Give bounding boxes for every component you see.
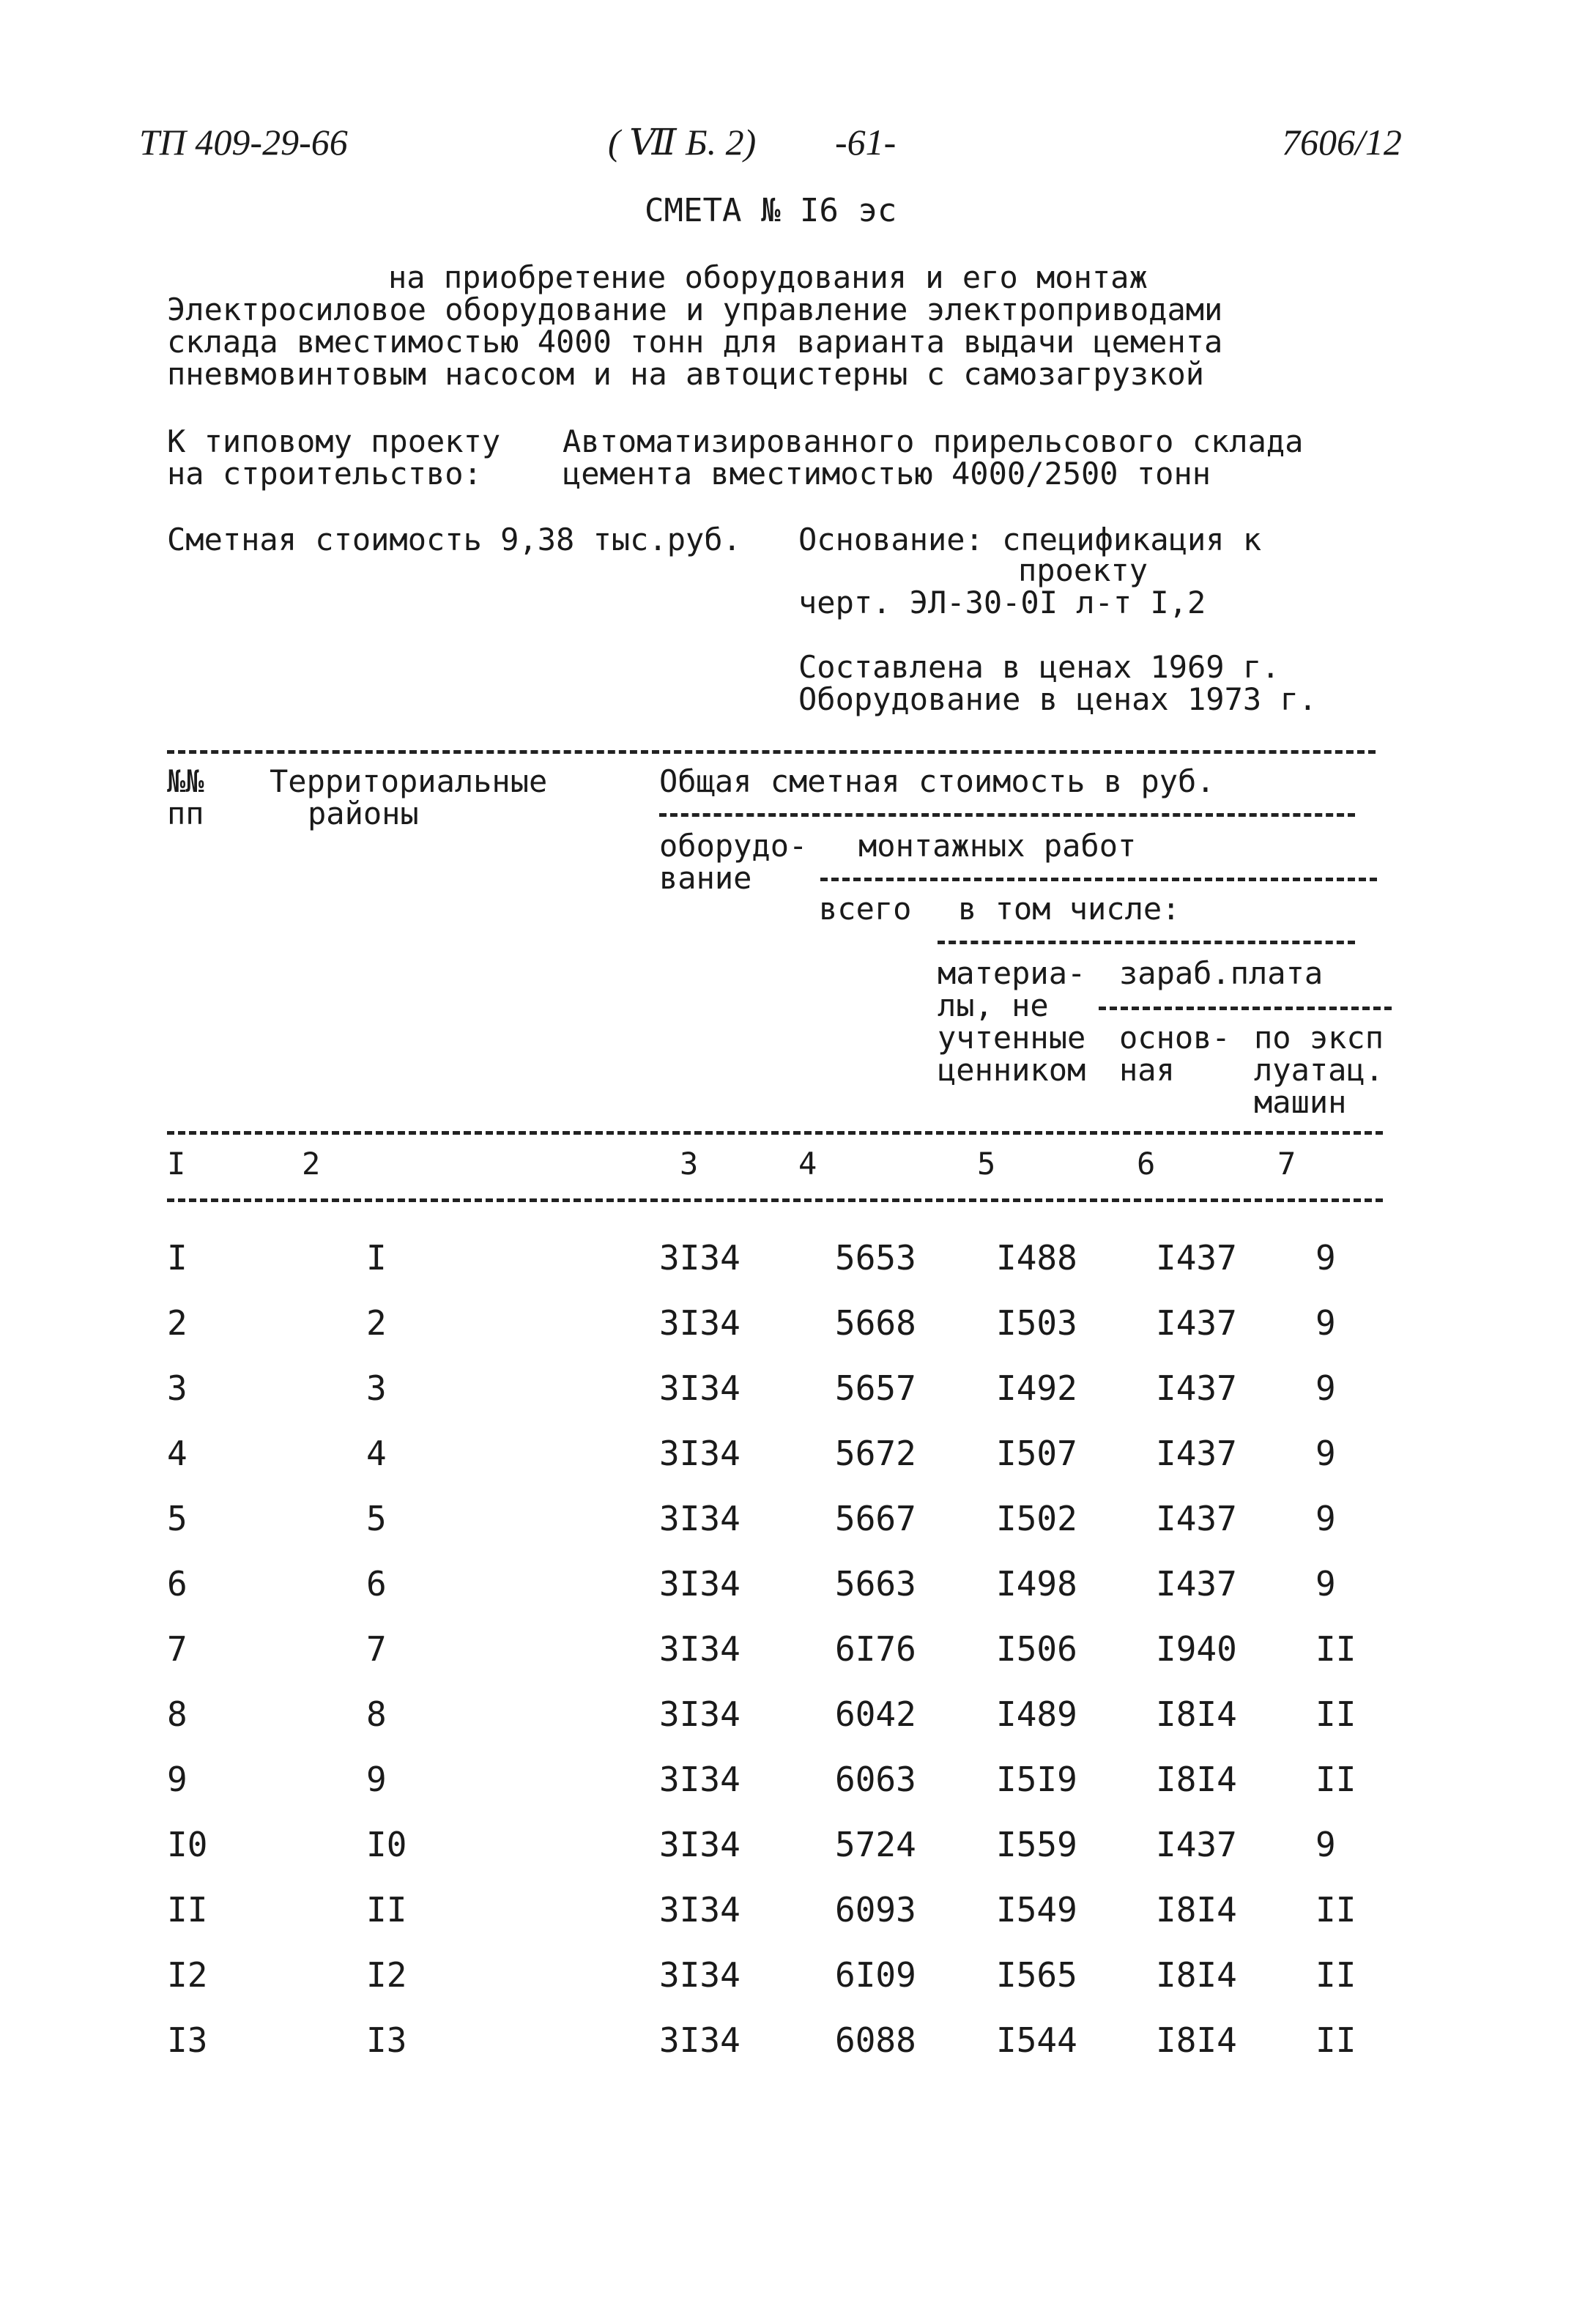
basic-wage-cell: I437 [1156,1434,1237,1473]
project-name: Автоматизированного прирельсового склада [563,423,1304,459]
description-line: на приобретение оборудования и его монтаж [388,259,1148,295]
materials-cost-cell: I498 [996,1564,1077,1604]
row-number-cell: I2 [167,1955,208,1995]
divider [167,1131,1383,1135]
header-machine-wage: луатац. [1254,1052,1384,1088]
basis: проекту [1018,552,1148,588]
description-line: Электросиловое оборудование и управление электроприводами [167,292,1223,327]
basic-wage-cell: I437 [1156,1303,1237,1343]
machine-wage-cell: II [1315,1890,1356,1930]
header-region: районы [308,796,419,831]
column-number: 7 [1277,1146,1296,1182]
installation-total-cell: 6I09 [835,1955,916,1995]
basic-wage-cell: I8I4 [1156,2020,1237,2060]
materials-cost-cell: I489 [996,1694,1077,1734]
region-cell: 2 [366,1303,387,1343]
installation-total-cell: 6I76 [835,1629,916,1669]
materials-cost-cell: I507 [996,1434,1077,1473]
equipment-cost-cell: 3I34 [659,1238,741,1278]
materials-cost-cell: I502 [996,1499,1077,1538]
sheet-number: 7606/12 [1282,122,1402,163]
machine-wage-cell: 9 [1315,1564,1336,1604]
divider [938,941,1355,944]
region-cell: I [366,1238,387,1278]
equipment-cost-cell: 3I34 [659,1955,741,1995]
basic-wage-cell: I8I4 [1156,1955,1237,1995]
basic-wage-cell: I437 [1156,1564,1237,1604]
machine-wage-cell: 9 [1315,1499,1336,1538]
equipment-cost-cell: 3I34 [659,1629,741,1669]
basic-wage-cell: I437 [1156,1825,1237,1864]
materials-cost-cell: I565 [996,1955,1077,1995]
basic-wage-cell: I940 [1156,1629,1237,1669]
equipment-cost-cell: 3I34 [659,2020,741,2060]
divider [820,878,1377,881]
materials-cost-cell: I506 [996,1629,1077,1669]
project-label: К типовому проекту [167,423,501,459]
basic-wage-cell: I437 [1156,1238,1237,1278]
equipment-cost-cell: 3I34 [659,1303,741,1343]
basic-wage-cell: I8I4 [1156,1890,1237,1930]
volume-reference: ( Ⅶ Б. 2) [608,122,757,163]
materials-cost-cell: I559 [996,1825,1077,1864]
equipment-cost-cell: 3I34 [659,1499,741,1538]
installation-total-cell: 5663 [835,1564,916,1604]
row-number-cell: 2 [167,1303,188,1343]
row-number-cell: 3 [167,1368,188,1408]
region-cell: 5 [366,1499,387,1538]
header-machine-wage: машин [1254,1084,1347,1120]
region-cell: I3 [366,2020,407,2060]
basic-wage-cell: I8I4 [1156,1694,1237,1734]
price-year: Составлена в ценах 1969 г. [798,649,1280,685]
description-line: склада вместимостью 4000 тонн для варианта выдачи цемента [167,324,1223,360]
row-number-cell: 9 [167,1760,188,1799]
project-label: на строительство: [167,456,482,492]
machine-wage-cell: 9 [1315,1303,1336,1343]
materials-cost-cell: I488 [996,1238,1077,1278]
description-line: пневмовинтовым насосом и на автоцистерны с самозагрузкой [167,356,1205,392]
region-cell: 9 [366,1760,387,1799]
materials-cost-cell: I492 [996,1368,1077,1408]
column-number: 2 [302,1146,321,1182]
header-wage: зараб.плата [1119,955,1324,991]
equipment-cost-cell: 3I34 [659,1564,741,1604]
row-number-cell: I3 [167,2020,208,2060]
row-number-cell: I0 [167,1825,208,1864]
divider [167,750,1376,754]
equipment-cost-cell: 3I34 [659,1694,741,1734]
header-num: №№ [167,763,204,799]
region-cell: 3 [366,1368,387,1408]
equipment-cost-cell: 3I34 [659,1825,741,1864]
header-materials: лы, не [938,987,1049,1023]
header-equipment: оборудо- [659,828,808,864]
installation-total-cell: 6063 [835,1760,916,1799]
installation-total-cell: 5672 [835,1434,916,1473]
column-number: 6 [1137,1146,1156,1182]
estimated-cost: Сметная стоимость 9,38 тыс.руб. [167,522,741,557]
installation-total-cell: 5657 [835,1368,916,1408]
document-code: ТП 409-29-66 [139,122,348,163]
header-all: всего [819,891,912,927]
basic-wage-cell: I437 [1156,1368,1237,1408]
installation-total-cell: 5653 [835,1238,916,1278]
equipment-cost-cell: 3I34 [659,1434,741,1473]
header-materials: материа- [938,955,1086,991]
materials-cost-cell: I544 [996,2020,1077,2060]
region-cell: I2 [366,1955,407,1995]
row-number-cell: 6 [167,1564,188,1604]
equipment-price-year: Оборудование в ценах 1973 г. [798,681,1318,717]
page-title: СМЕТА № I6 эс [645,192,897,229]
header-installation: монтажных работ [858,828,1137,864]
materials-cost-cell: I549 [996,1890,1077,1930]
equipment-cost-cell: 3I34 [659,1760,741,1799]
page-number: -61- [835,122,897,163]
machine-wage-cell: II [1315,2020,1356,2060]
header-materials: учтенные [938,1020,1086,1056]
basic-wage-cell: I8I4 [1156,1760,1237,1799]
machine-wage-cell: 9 [1315,1434,1336,1473]
divider [659,813,1355,817]
basis: Основание: спецификация к [798,522,1262,557]
basic-wage-cell: I437 [1156,1499,1237,1538]
header-basic-wage: основ- [1119,1020,1231,1056]
project-name: цемента вместимостью 4000/2500 тонн [563,456,1211,492]
region-cell: 4 [366,1434,387,1473]
installation-total-cell: 5724 [835,1825,916,1864]
row-number-cell: 7 [167,1629,188,1669]
machine-wage-cell: II [1315,1629,1356,1669]
machine-wage-cell: 9 [1315,1825,1336,1864]
header-region: Территориальные [270,763,548,799]
header-num: пп [167,796,204,831]
machine-wage-cell: 9 [1315,1368,1336,1408]
region-cell: 6 [366,1564,387,1604]
row-number-cell: II [167,1890,208,1930]
equipment-cost-cell: 3I34 [659,1368,741,1408]
row-number-cell: I [167,1238,188,1278]
header-including: в том числе: [958,891,1181,927]
header-total-cost: Общая сметная стоимость в руб. [659,763,1215,799]
installation-total-cell: 6088 [835,2020,916,2060]
row-number-cell: 5 [167,1499,188,1538]
region-cell: II [366,1890,407,1930]
installation-total-cell: 5668 [835,1303,916,1343]
equipment-cost-cell: 3I34 [659,1890,741,1930]
installation-total-cell: 5667 [835,1499,916,1538]
materials-cost-cell: I503 [996,1303,1077,1343]
divider [1099,1007,1392,1010]
column-number: 3 [680,1146,699,1182]
region-cell: 8 [366,1694,387,1734]
machine-wage-cell: 9 [1315,1238,1336,1278]
basis-drawing: черт. ЭЛ-30-0I л-т I,2 [798,585,1206,620]
region-cell: I0 [366,1825,407,1864]
header-basic-wage: ная [1119,1052,1175,1088]
machine-wage-cell: II [1315,1694,1356,1734]
machine-wage-cell: II [1315,1760,1356,1799]
installation-total-cell: 6042 [835,1694,916,1734]
row-number-cell: 8 [167,1694,188,1734]
column-number: I [167,1146,186,1182]
column-number: 4 [798,1146,817,1182]
installation-total-cell: 6093 [835,1890,916,1930]
header-machine-wage: по эксп [1254,1020,1384,1056]
header-materials: ценником [938,1052,1086,1088]
column-number: 5 [977,1146,996,1182]
region-cell: 7 [366,1629,387,1669]
header-equipment: вание [659,860,752,896]
divider [167,1198,1383,1202]
row-number-cell: 4 [167,1434,188,1473]
materials-cost-cell: I5I9 [996,1760,1077,1799]
machine-wage-cell: II [1315,1955,1356,1995]
